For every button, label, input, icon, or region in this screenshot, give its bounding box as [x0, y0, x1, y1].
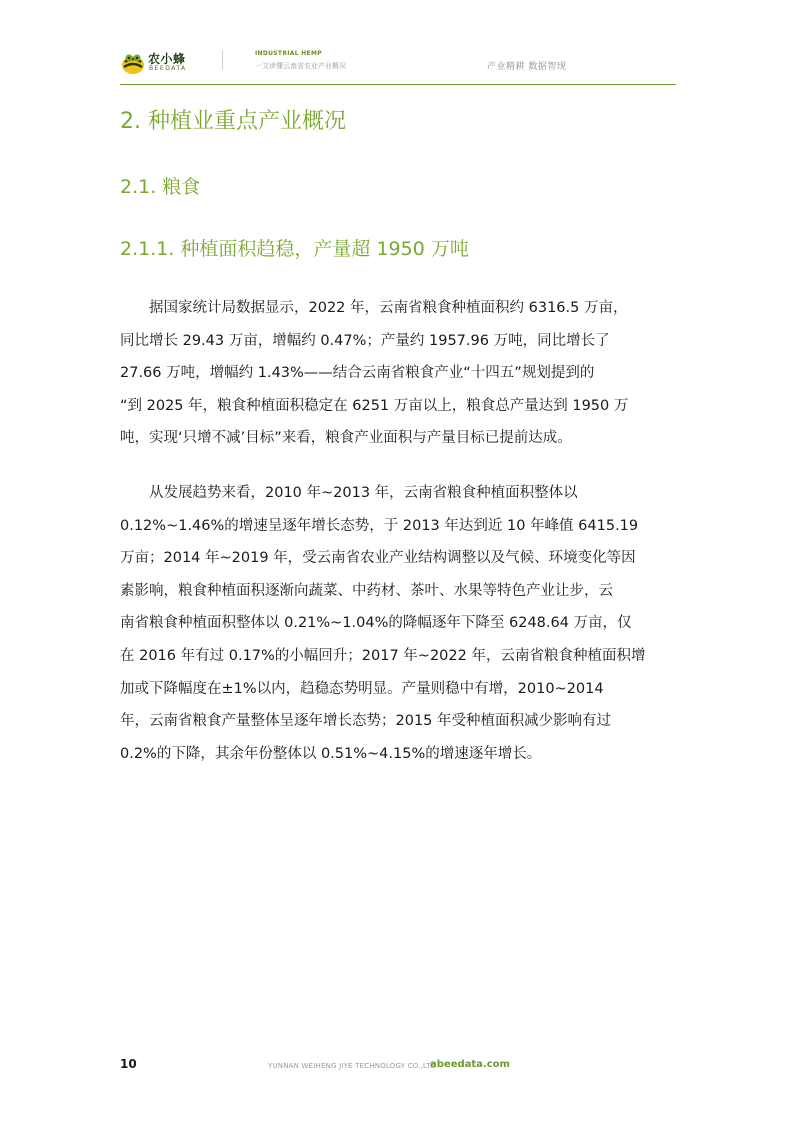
- paragraph-line: 万亩；2014 年~2019 年，受云南省农业产业结构调整以及气候、环境变化等因: [120, 550, 636, 567]
- footer-website-link[interactable]: abeedata.com: [430, 1059, 510, 1070]
- page-header: [0, 0, 793, 86]
- section-heading-1: 2. 种植业重点产业概况: [120, 109, 346, 134]
- paragraph-line: 吨，实现‘只增不减’目标”来看，粮食产业面积与产量目标已提前达成。: [120, 430, 572, 447]
- header-subtitle-en: INDUSTRIAL HEMP: [255, 50, 322, 57]
- paragraph-line: 0.12%~1.46%的增速呈逐年增长态势，于 2013 年达到近 10 年峰值 6415.19: [120, 517, 639, 534]
- paragraph-line: 加或下降幅度在±1%以内，趋稳态势明显。产量则稳中有增，2010~2014: [120, 680, 604, 697]
- section-heading-3: 2.1.1. 种植面积趋稳，产量超 1950 万吨: [120, 238, 469, 260]
- paragraph-line: 0.2%的下降，其余年份整体以 0.51%~4.15%的增速逐年增长。: [120, 745, 542, 762]
- header-subtitle-cn: 一文读懂云南省农业产业概况: [255, 62, 346, 70]
- paragraph-line: 从发展趋势来看，2010 年~2013 年，云南省粮食种植面积整体以: [120, 485, 578, 501]
- paragraph-line: 据国家统计局数据显示，2022 年，云南省粮食种植面积约 6316.5 万亩，: [120, 300, 628, 316]
- paragraph-line: 同比增长 29.43 万亩，增幅约 0.47%；产量约 1957.96 万吨，同比增长了: [120, 332, 610, 349]
- paragraph-line: 27.66 万吨，增幅约 1.43%——结合云南省粮食产业“十四五”规划提到的: [120, 365, 595, 382]
- paragraph-line: 年，云南省粮食产量整体呈逐年增长态势；2015 年受种植面积减少影响有过: [120, 713, 612, 730]
- paragraph-2: [120, 477, 676, 770]
- header-tagline: 产业精耕 数据智现: [487, 62, 567, 72]
- brand-logo: [120, 48, 230, 78]
- footer-company: YUNNAN WEIHENG JIYE TECHNOLOGY CO.,LTD.: [268, 1062, 439, 1070]
- paragraph-line: 素影响，粮食种植面积逐渐向蔬菜、中药材、茶叶、水果等特色产业让步，云: [120, 582, 613, 599]
- section-heading-2: 2.1. 粮食: [120, 176, 201, 198]
- paragraph-1: [120, 292, 676, 455]
- header-divider: [222, 50, 223, 70]
- paragraph-line: 南省粮食种植面积整体以 0.21%~1.04%的降幅逐年下降至 6248.64 万亩，仅: [120, 615, 632, 632]
- page-number: 10: [120, 1057, 137, 1071]
- header-rule: [120, 84, 676, 85]
- bee-logo-icon: [120, 50, 146, 76]
- paragraph-line: 在 2016 年有过 0.17%的小幅回升；2017 年~2022 年，云南省粮食种植面积增: [120, 647, 646, 664]
- logo-text-cn: 农小蜂: [148, 52, 186, 66]
- logo-text-en: BEEDATA: [149, 65, 187, 72]
- paragraph-line: “到 2025 年，粮食种植面积稳定在 6251 万亩以上，粮食总产量达到 1950 万: [120, 397, 629, 414]
